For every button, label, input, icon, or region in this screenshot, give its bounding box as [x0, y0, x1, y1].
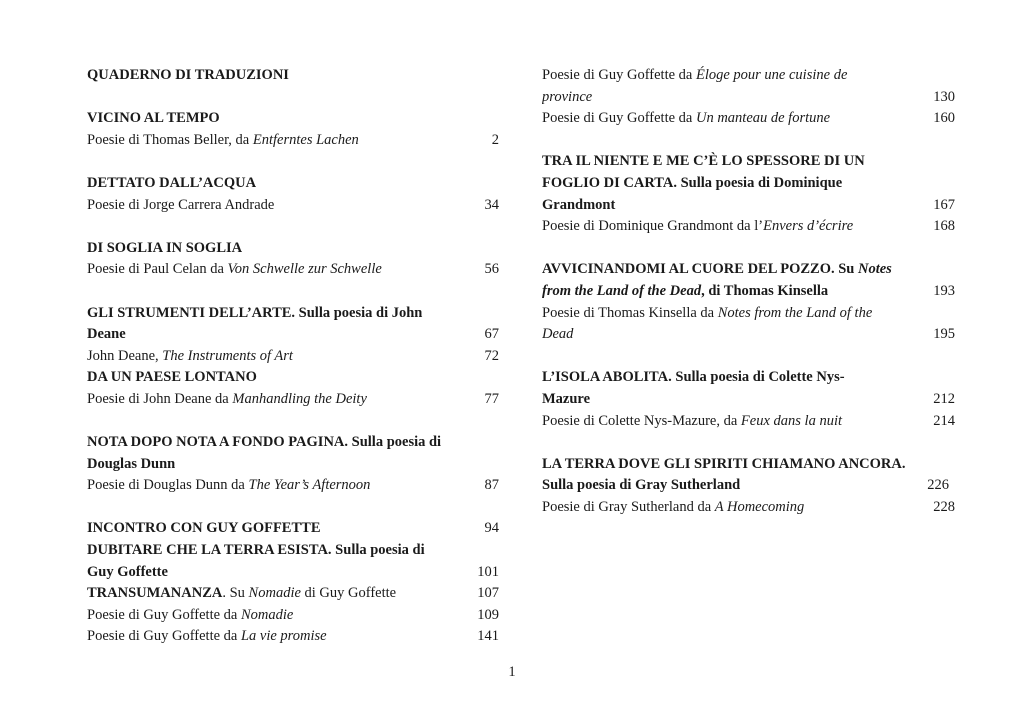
toc-title: QUADERNO DI TRADUZIONI [87, 67, 289, 83]
page-ref: 228 [933, 498, 955, 515]
section-heading: AVVICINANDOMI AL CUORE DEL POZZO. Su Notes [542, 261, 892, 278]
section-heading: DI SOGLIA IN SOGLIA [87, 239, 243, 256]
toc-entry[interactable]: Poesie di Colette Nys-Mazure, da Feux dans la nuit 214 [542, 411, 955, 433]
section-heading[interactable]: Guy Goffette 101 [87, 562, 499, 584]
toc-left-column [87, 65, 499, 648]
section-heading[interactable]: Grandmont 167 [542, 195, 955, 217]
page-ref: 193 [933, 282, 955, 299]
page-ref: 167 [933, 196, 955, 213]
page-number: 1 [508, 664, 516, 680]
page-ref: 34 [484, 196, 499, 213]
toc-entry[interactable]: Poesie di Dominique Grandmont da l’Envers d’écrire 168 [542, 216, 955, 238]
toc-entry[interactable]: province 130 [542, 87, 955, 109]
page-ref: 94 [484, 520, 499, 537]
page-ref: 130 [933, 88, 955, 105]
page-ref: 107 [477, 585, 499, 602]
toc-entry[interactable]: TRANSUMANANZA. Su Nomadie di Guy Goffette 107 [87, 583, 499, 605]
section-heading: LA TERRA DOVE GLI SPIRITI CHIAMANO ANCORA. [542, 455, 906, 472]
section-heading: L’ISOLA ABOLITA. Sulla poesia di Colette Nys- [542, 369, 845, 386]
page-ref: 226 [927, 477, 949, 494]
page-ref: 160 [933, 110, 955, 127]
section-heading[interactable]: Mazure 212 [542, 389, 955, 411]
toc-entry[interactable]: Poesie di Guy Goffette da Un manteau de fortune 160 [542, 108, 955, 130]
page-ref: 212 [933, 390, 955, 407]
page-ref: 109 [477, 606, 499, 623]
page-ref: 72 [484, 347, 499, 364]
page-ref: 168 [933, 218, 955, 235]
page-ref: 77 [484, 390, 499, 407]
toc-entry[interactable]: Poesie di Paul Celan da Von Schwelle zur Schwelle 56 [87, 259, 499, 281]
toc-entry[interactable]: Poesie di Thomas Kinsella da Notes from the Land of the [542, 304, 873, 321]
toc-entry[interactable]: Poesie di Jorge Carrera Andrade 34 [87, 195, 499, 217]
section-heading: DETTATO DALL’ACQUA [87, 174, 257, 191]
page-ref: 195 [933, 326, 955, 343]
toc-entry[interactable]: Poesie di Thomas Beller, da Entferntes Lachen 2 [87, 130, 499, 152]
section-heading: GLI STRUMENTI DELL’ARTE. Sulla poesia di John [87, 304, 423, 321]
section-heading: DA UN PAESE LONTANO [87, 369, 257, 386]
toc-entry[interactable]: Poesie di Gray Sutherland da A Homecoming 228 [542, 497, 955, 519]
page-ref: 141 [477, 628, 499, 645]
toc-entry[interactable]: Dead 195 [542, 324, 955, 346]
toc-entry[interactable]: John Deane, The Instruments of Art 72 [87, 346, 499, 368]
page-ref: 2 [491, 131, 499, 148]
page-ref: 87 [484, 477, 499, 494]
toc-entry[interactable]: Poesie di Guy Goffette da Nomadie 109 [87, 605, 499, 627]
toc-entry[interactable]: Poesie di Guy Goffette da La vie promise 141 [87, 626, 499, 648]
toc-entry[interactable]: Poesie di Guy Goffette da Éloge pour une cuisine de [542, 67, 848, 83]
section-heading: TRA IL NIENTE E ME C’È LO SPESSORE DI UN [542, 153, 865, 170]
page-ref: 56 [484, 261, 499, 278]
section-heading[interactable]: Sulla poesia di Gray Sutherland 226 [542, 475, 955, 497]
section-heading[interactable]: Deane 67 [87, 324, 499, 346]
section-heading[interactable]: from the Land of the Dead, di Thomas Kinsella 193 [542, 281, 955, 303]
section-heading[interactable]: INCONTRO CON GUY GOFFETTE 94 [87, 518, 499, 540]
page-ref: 214 [933, 412, 955, 429]
page-ref: 101 [477, 563, 499, 580]
toc-entry[interactable]: Poesie di John Deane da Manhandling the Deity 77 [87, 389, 499, 411]
page-ref: 67 [484, 326, 499, 343]
section-heading: FOGLIO DI CARTA. Sulla poesia di Dominique [542, 174, 843, 191]
section-heading: VICINO AL TEMPO [87, 110, 220, 127]
toc-entry[interactable]: Poesie di Douglas Dunn da The Year’s Afternoon 87 [87, 475, 499, 497]
toc-right-column [542, 65, 955, 518]
section-heading: NOTA DOPO NOTA A FONDO PAGINA. Sulla poesia di [87, 434, 442, 451]
section-heading: DUBITARE CHE LA TERRA ESISTA. Sulla poesia di [87, 542, 425, 559]
section-heading: Douglas Dunn [87, 455, 176, 472]
